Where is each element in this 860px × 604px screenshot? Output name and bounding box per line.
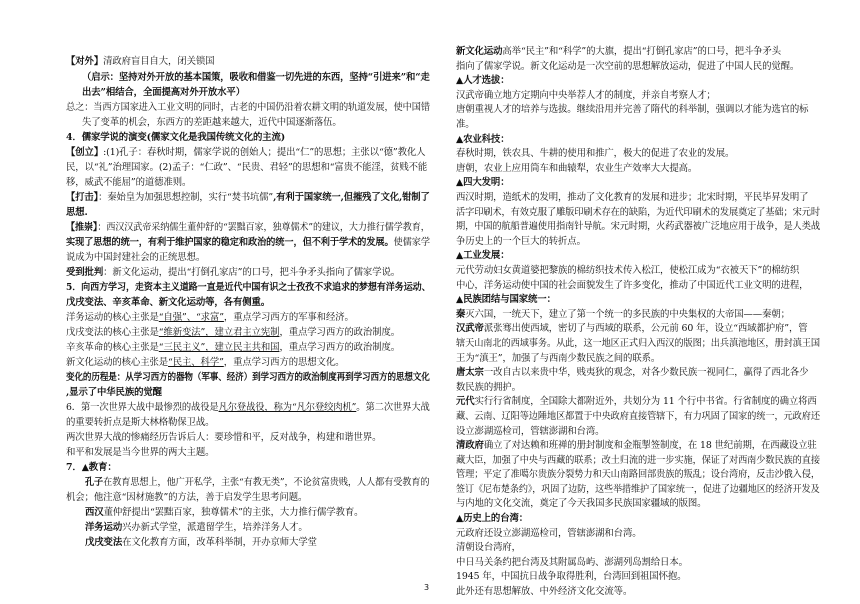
section-heading: 4．儒家学说的演变(儒家文化是我国传统文化的主流): [66, 132, 286, 143]
section-heading: ▲历史上的台湾：: [456, 513, 529, 524]
section-heading: ▲人才选拔：: [456, 75, 510, 87]
text-line: 洋务运动兴办新式学堂，派遣留学生，培养洋务人才。: [85, 522, 308, 533]
text-line: 元代实行行省制度，全国除大都附近外，共划分为 11 个行中书省。行省制度的确立将西: [456, 396, 817, 408]
section-heading: ▲农业科技：: [456, 133, 510, 145]
text-line: 期，中国的航船普遍使用指南针导航。宋元时期，火药武器被广泛地应用于战争，是人类战: [456, 221, 820, 233]
text-line: 【打击】：秦始皇为加强思想控制，实行“焚书坑儒”,有利于国家统一,但摧残了文化,钳制了: [66, 192, 430, 203]
text-line: 签订《尼布楚条约》，巩固了边防，这些举措维护了国家统一，促进了边疆地区的经济开发及: [456, 483, 820, 495]
section-heading: ▲四大发明：: [456, 177, 510, 189]
section-heading: ▲工业发展：: [456, 250, 510, 262]
text-line: 受到批判：新文化运动，提出“打倒孔家店”的口号，把斗争矛头指向了儒家学说。: [66, 267, 401, 278]
text-line: 戊戌变法在文化教育方面，改革科举制，开办京师大学堂: [85, 537, 317, 548]
text-line: 清朝设台湾府，: [456, 542, 521, 554]
text-line: 说成为中国封建社会的正统思想。: [66, 252, 206, 263]
text-line: 失了变革的机会，东西方的差距越来越大，近代中国逐渐落伍。: [82, 117, 342, 128]
text-line: 此外还有思想解放、中外经济文化交流等。: [456, 586, 633, 597]
text-line: 管理；平定了准噶尔贵族分裂势力和天山南路回部贵族的叛乱；设台湾府，反击沙俄入侵，: [456, 469, 820, 481]
text-line: 1945 年，中国抗日战争取得胜利，台湾回到祖国怀抱。: [456, 571, 687, 583]
text-line: 春秋时期，铁农具、牛耕的使用和推广，极大的促进了农业的发展。: [456, 148, 735, 160]
text-line: （启示：坚持对外开放的基本国策，吸收和借鉴一切先进的东西，坚持“引进来”和“走: [82, 72, 430, 83]
text-line: 秦灭六国，一统天下，建立了第一个统一的多民族的中央集权的大帝国——秦朝；: [456, 308, 790, 320]
text-line: 两次世界大战的惨痛经历告诉后人：要珍惜和平，反对战争，构建和谐世界。: [66, 432, 382, 443]
text-line: 藏大臣，加强了中央与西藏的联系；改土归流的进一步实施，保证了对西南少数民族的直接: [456, 454, 820, 466]
text-line: 孔子在教育思想上，他广开私学，主张“有教无类”，不论贫富贵贱，人人都有受教育的: [85, 477, 430, 488]
text-line: 西汉时期，造纸术的发明，推动了文化教育的发展和进步；北宋时期，平民毕昇发明了: [456, 191, 809, 203]
text-line: 准。: [456, 119, 475, 130]
text-line: 与内地的文化交流，奠定了今天我国多民族国家疆域的版图。: [456, 498, 707, 510]
text-line: 唐朝重视人才的培养与选拔。继续沿用并完善了隋代的科举制，强调以才能为选官的标: [456, 104, 809, 116]
text-line: 思想.: [66, 207, 88, 218]
text-line: 王为“滇王”，加强了与西南少数民族之间的联系。: [456, 352, 661, 364]
text-line: 出去”相结合，全面提高对外开放水平）: [82, 87, 245, 98]
text-line: 中心，洋务运动使中国的社会面貌发生了许多变化，推动了中国近代工业文明的进程，: [456, 279, 809, 291]
text-line: 指向了儒家学说。新文化运动是一次空前的思想解放运动，促进了中国人民的觉醒。: [456, 60, 800, 72]
text-line: ,显示了中华民族的觉醒: [66, 387, 162, 398]
page-number: 3: [424, 583, 430, 592]
text-line: 的重要转折点是斯大林格勒保卫战。: [66, 417, 215, 428]
section-heading: 5．向西方学习，走资本主义道路一直是近代中国有识之士孜孜不求追求的梦想有洋务运动、: [66, 282, 431, 293]
text-line: 藏、云南、辽阳等边陲地区都置于中央政府直接管辖下，有力巩固了国家的统一，元政府还: [456, 410, 820, 422]
section-heading: 7．▲教育：: [66, 462, 117, 473]
text-line: 戊戌变法、辛亥革命、新文化运动等，各有侧重。: [66, 297, 271, 308]
text-line: 元代劳动妇女黄道婆把黎族的棉纺织技术传入松江，使松江成为“衣被天下”的棉纺织: [456, 264, 800, 276]
text-line: 民，以“礼”治理国家。(2)孟子：“仁政”、“民贵、君轻”的思想和“富贵不能淫，贫贱不能: [66, 162, 428, 173]
text-line: 元政府还设立澎湖巡检司，管辖澎湖和台湾。: [456, 527, 642, 539]
text-line: 辖天山南北的西域事务。从此，这一地区正式归入西汉的版图；出兵滇池地区，册封滇王国: [456, 337, 820, 349]
text-line: 西汉董仲舒提出“罢黜百家，独尊儒术”的主张，大力推行儒学教育。: [85, 507, 364, 518]
text-line: 唐太宗一改自古以来贵中华，贱夷狄的观念，对各少数民族一视同仁，赢得了西北各少: [456, 367, 809, 379]
text-line: 汉武帝确立地方定期向中央举荐人才的制度，并亲自考察人才；: [456, 89, 716, 101]
text-line: 实现了思想的统一，有利于维护国家的稳定和政治的统一，但不利于学术的发展。使儒家学: [66, 237, 430, 248]
text-line: 活字印刷术，有效克服了雕版印刷术存在的缺陷，为近代印刷术的发展奠定了基础；宋元时: [456, 206, 820, 218]
text-line: 辛亥革命的核心主张是“三民主义”，建立民主共和国，重点学习西方的政治制度。: [66, 342, 401, 353]
text-line: 戊戌变法的核心主张是“维新变法”，建立君主立宪制，重点学习西方的政治制度。: [66, 327, 401, 338]
text-line: 新文化运动的核心主张是“民主、科学”，重点学习西方的思想文化。: [66, 357, 345, 368]
text-line: 新文化运动高举“民主”和“科学”的大旗，提出“打倒孔家店”的口号，把斗争矛头: [456, 46, 781, 57]
text-line: 【对外】清政府盲目自大，闭关锁国: [66, 56, 215, 67]
text-line: 洋务运动的核心主张是“自强”、“求富”，重点学习西方的军事和经济。: [66, 312, 354, 323]
text-line: 清政府确立了对达赖和班禅的册封制度和金瓶掣签制度，在 18 世纪前期，在西藏设立驻: [456, 440, 817, 452]
text-line: 汉武帝派张骞出使西域，密切了与西域的联系，公元前 60 年，设立“西域都护府”，管: [456, 323, 808, 335]
text-line: 争历史上的一个巨大的转折点。: [456, 235, 586, 247]
text-line: 机会；他注意“因材施教”的方法，善于启发学生思考问题。: [66, 492, 308, 503]
text-line: 变化的历程是：从学习西方的器物（军事、经济）到学习西方的政治制度再到学习西方的思想文化: [66, 372, 430, 383]
text-line: 和平和发展是当今世界的两大主题。: [66, 447, 215, 458]
text-line: 6．第一次世界大战中最惨烈的战役是凡尔登战役，称为“凡尔登绞肉机”。第二次世界大战: [66, 402, 430, 413]
text-line: 【推崇】：西汉汉武帝采纳儒生董仲舒的“罢黜百家，独尊儒术”的建议，大力推行儒学教育，: [66, 222, 430, 233]
text-line: 唐朝，农业上应用筒车和曲辕犁，农业生产效率大大提高。: [456, 162, 698, 174]
text-line: 【创立】:(1)孔子：春秋时期，儒家学说的创始人；提出“仁”的思想；主张以“德”教化人: [66, 147, 426, 158]
text-line: 总之：当西方国家进入工业文明的同时，古老的中国仍沿着农耕文明的轨道发展，使中国错: [66, 102, 430, 113]
section-heading: ▲民族团结与国家统一：: [456, 294, 556, 306]
text-line: 设立澎湖巡检司，管辖澎湖和台湾。: [456, 425, 605, 437]
text-line: 移，威武不能屈”的道德准则。: [66, 177, 192, 188]
text-line: 数民族的拥护。: [456, 381, 521, 393]
text-line: 中日马关条约把台湾及其附属岛屿、澎湖列岛割给日本。: [456, 556, 688, 568]
